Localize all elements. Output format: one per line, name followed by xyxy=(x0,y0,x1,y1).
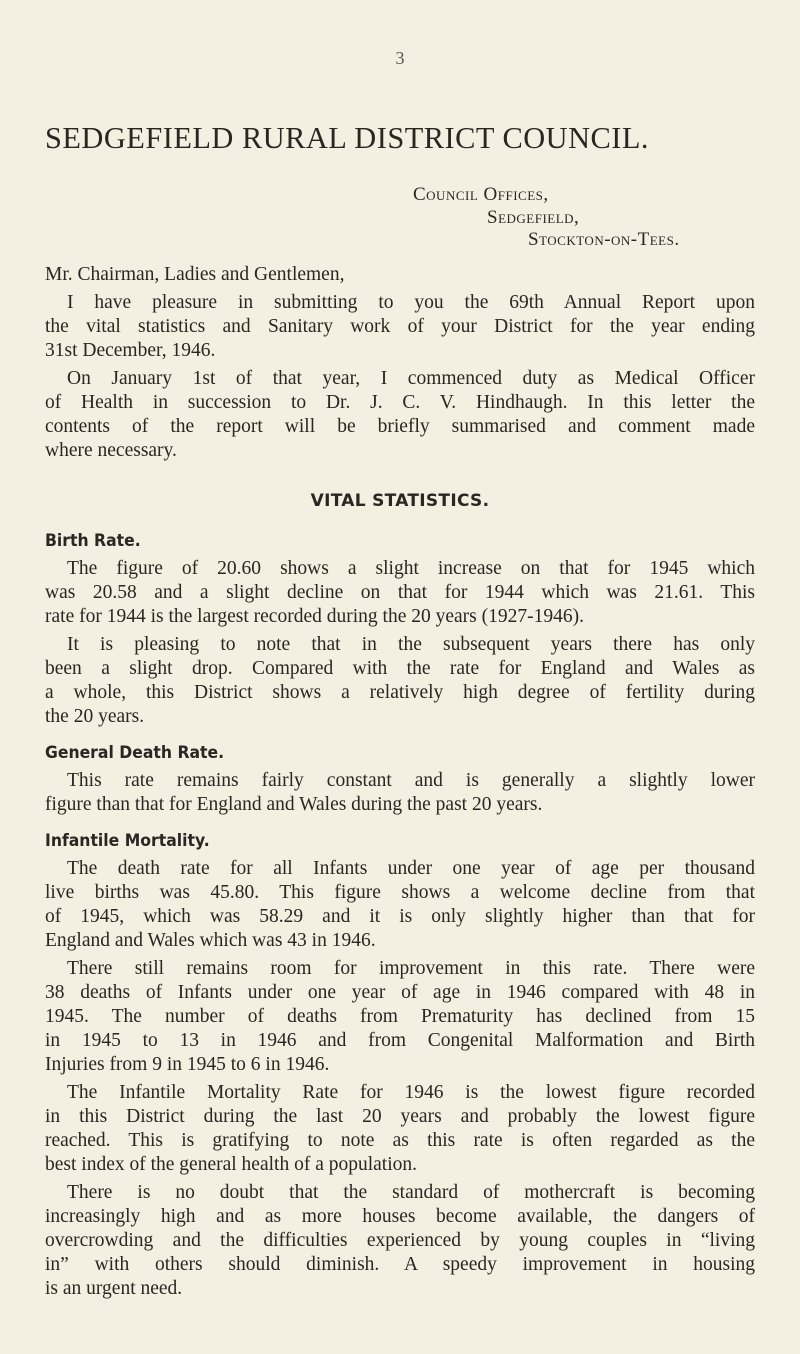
paragraph xyxy=(45,291,755,363)
text-line: I have pleasure in submitting to you the 69th Annual Report upon xyxy=(67,292,755,313)
paragraph xyxy=(45,367,755,463)
text-line: There is no doubt that the standard of mothercraft is becoming xyxy=(67,1182,755,1203)
text-line: rate for 1944 is the largest recorded during the 20 years (1927-1946). xyxy=(45,606,584,627)
text-line: 31st December, 1946. xyxy=(45,340,216,361)
text-line: a whole, this District shows a relatively high degree of fertility during xyxy=(45,682,755,703)
text-line: where necessary. xyxy=(45,440,177,461)
text-line: The figure of 20.60 shows a slight increase on that for 1945 which xyxy=(67,558,755,579)
paragraph xyxy=(45,857,755,953)
text-line: The death rate for all Infants under one year of age per thousand xyxy=(67,858,755,879)
text-line: This rate remains fairly constant and is generally a slightly lower xyxy=(67,770,755,791)
paragraph xyxy=(45,557,755,629)
text-line: The Infantile Mortality Rate for 1946 is the lowest figure recorded xyxy=(67,1082,755,1103)
text-line: England and Wales which was 43 in 1946. xyxy=(45,930,376,951)
text-line: 38 deaths of Infants under one year of age in 1946 compared with 48 in xyxy=(45,982,755,1003)
text-line: Mr. Chairman, Ladies and Gentlemen, xyxy=(45,264,345,285)
address-line: Sedgefield, xyxy=(487,207,580,228)
text-line: live births was 45.80. This figure shows a welcome decline from that xyxy=(45,882,755,903)
text-line: There still remains room for improvement in this rate. There were xyxy=(67,958,755,979)
text-line: the 20 years. xyxy=(45,706,145,727)
text-line: overcrowding and the difficulties experienced by young couples in “living xyxy=(45,1230,755,1251)
section-heading: VITAL STATISTICS. xyxy=(310,491,490,511)
text-line: is an urgent need. xyxy=(45,1278,183,1299)
text-line: It is pleasing to note that in the subsequent years there has only xyxy=(67,634,755,655)
paragraph xyxy=(45,633,755,729)
text-line: was 20.58 and a slight decline on that for 1944 which was 21.61. This xyxy=(45,582,755,603)
text-line: best index of the general health of a population. xyxy=(45,1154,418,1175)
text-line: the vital statistics and Sanitary work of your District for the year ending xyxy=(45,316,755,337)
salutation xyxy=(45,263,755,287)
text-line: in” with others should diminish. A speedy improvement in housing xyxy=(45,1254,755,1275)
text-line: Injuries from 9 in 1945 to 6 in 1946. xyxy=(45,1054,330,1075)
address-line: Council Offices, xyxy=(413,184,549,205)
text-line: increasingly high and as more houses become available, the dangers of xyxy=(45,1206,755,1227)
text-line: figure than that for England and Wales during the past 20 years. xyxy=(45,794,543,815)
paragraph xyxy=(45,1181,755,1301)
text-line: in 1945 to 13 in 1946 and from Congenital Malformation and Birth xyxy=(45,1030,755,1051)
text-line: of 1945, which was 58.29 and it is only slightly higher than that for xyxy=(45,906,755,927)
page-number: 3 xyxy=(395,48,405,68)
document-title: SEDGEFIELD RURAL DISTRICT COUNCIL. xyxy=(45,120,650,155)
text-line: in this District during the last 20 years and probably the lowest figure xyxy=(45,1106,755,1127)
text-line: of Health in succession to Dr. J. C. V. Hindhaugh. In this letter the xyxy=(45,392,755,413)
paragraph xyxy=(45,957,755,1077)
text-line: reached. This is gratifying to note as this rate is often regarded as the xyxy=(45,1130,755,1151)
subsection-heading: Birth Rate. xyxy=(45,531,141,551)
text-line: 1945. The number of deaths from Prematurity has declined from 15 xyxy=(45,1006,755,1027)
text-line: been a slight drop. Compared with the rate for England and Wales as xyxy=(45,658,755,679)
letter-body xyxy=(45,263,755,1301)
text-line: contents of the report will be briefly summarised and comment made xyxy=(45,416,755,437)
subsection-heading: General Death Rate. xyxy=(45,743,225,763)
paragraph xyxy=(45,769,755,817)
paragraph xyxy=(45,1081,755,1177)
subsection-heading: Infantile Mortality. xyxy=(45,831,210,851)
text-line: On January 1st of that year, I commenced duty as Medical Officer xyxy=(67,368,755,389)
address-line: Stockton-on-Tees. xyxy=(528,229,680,250)
